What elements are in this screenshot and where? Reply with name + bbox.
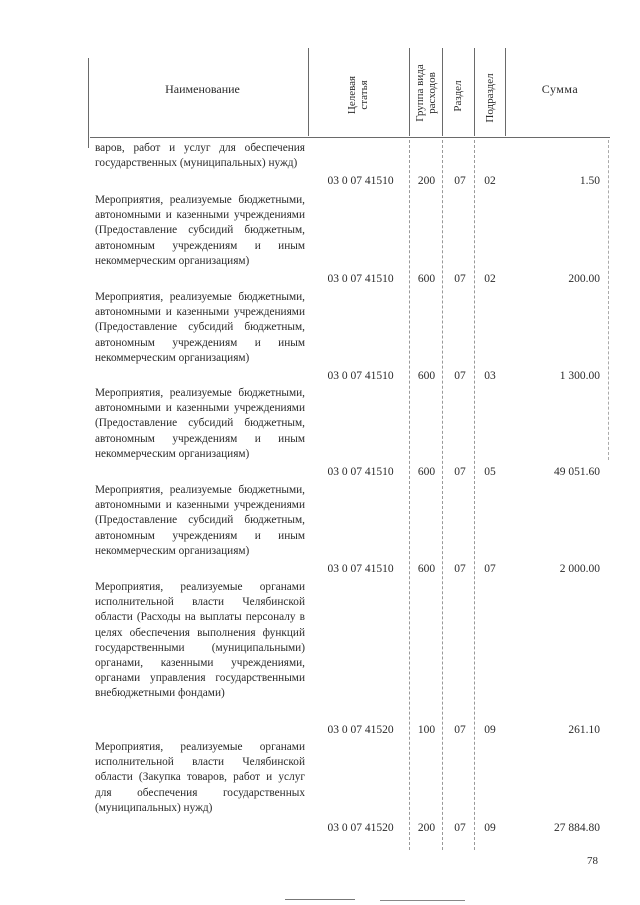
page-number: 78 [587,855,598,867]
table-row-code: 03 0 07 41520 [327,724,394,736]
table-row-section: 07 [454,466,466,478]
header-name: Наименование [165,82,240,96]
column-separator [442,140,443,850]
table-row-subsection: 02 [484,175,496,187]
table-row-subsection: 02 [484,273,496,285]
table-row-code: 03 0 07 41510 [327,563,394,575]
header-divider [409,48,410,136]
table-row-group: 600 [417,273,436,285]
column-separator [409,140,410,850]
header-target-line: Целевая [346,75,358,115]
table-row-section: 07 [454,724,466,736]
table-row-section: 07 [454,273,466,285]
table-row-amount: 2 000.00 [559,563,600,575]
table-row-description: Мероприятия, реализуемые бюджетными, автономными и казенными учреждениями (Предоставление субсидий бюджетным, автономным учреждениям и иным некоммерческим организациям) [95,291,305,364]
table-row-group: 200 [417,175,436,187]
table-row-subsection: 09 [484,724,496,736]
table-row-group: 600 [417,370,436,382]
header-divider [442,48,443,136]
column-separator [608,140,609,460]
table-row-section: 07 [454,822,466,834]
table-row-code: 03 0 07 41510 [327,370,394,382]
table-row-subsection: 07 [484,563,496,575]
table-row-description: варов, работ и услуг для обеспечения государственных (муниципальных) нужд) [95,142,305,170]
table-row-subsection: 05 [484,466,496,478]
table-row-group: 600 [417,563,436,575]
header-divider [505,48,506,136]
header-group-line: Группа вида [414,64,426,122]
header-sum: Сумма [541,82,579,96]
table-row-code: 03 0 07 41510 [327,175,394,187]
table-row-section: 07 [454,370,466,382]
table-row-amount: 27 884.80 [554,822,600,834]
footer-rule [285,899,355,900]
header-section: Раздел [452,80,464,112]
table-row-description: Мероприятия, реализуемые органами исполнительной власти Челябинской области (Закупка товаров, работ и услуг для обеспечения государственных (муниципальных) нужд) [95,741,305,814]
table-row-description: Мероприятия, реализуемые бюджетными, автономными и казенными учреждениями (Предоставление субсидий бюджетным, автономным учреждениям и иным некоммерческим организациям) [95,194,305,267]
table-row-subsection: 03 [484,370,496,382]
header-target-article [346,76,370,114]
table-row-amount: 200.00 [568,273,600,285]
table-row-subsection: 09 [484,822,496,834]
header-target-line: статья [358,80,370,110]
table-row-amount: 1 300.00 [559,370,600,382]
table-row-description: Мероприятия, реализуемые бюджетными, автономными и казенными учреждениями (Предоставление субсидий бюджетным, автономным учреждениям и иным некоммерческим организациям) [95,484,305,557]
header-expense-group [414,64,438,122]
table-border-left [88,58,89,148]
table-row-description: Мероприятия, реализуемые бюджетными, автономными и казенными учреждениями (Предоставление субсидий бюджетным, автономным учреждениям и иным некоммерческим организациям) [95,387,305,460]
table-row-group: 600 [417,466,436,478]
footer-rule [380,900,465,901]
table-row-amount: 261.10 [568,724,600,736]
table-row-section: 07 [454,563,466,575]
table-row-group: 200 [417,822,436,834]
table-row-amount: 1.50 [579,175,600,187]
header-subsection: Подраздел [484,73,496,123]
table-row-description: Мероприятия, реализуемые органами исполнительной власти Челябинской области (Расходы на выплаты персоналу в целях обеспечения выполнения функций государственными (муниципальными) органами, казенными учреждениями, органами управления государственными внебюджетными фондами) [95,581,305,700]
table-row-code: 03 0 07 41520 [327,822,394,834]
table-row-code: 03 0 07 41510 [327,466,394,478]
table-row-group: 100 [417,724,436,736]
table-row-section: 07 [454,175,466,187]
table-row-amount: 49 051.60 [554,466,600,478]
header-divider [474,48,475,136]
header-bottom-rule [90,137,610,138]
table-row-code: 03 0 07 41510 [327,273,394,285]
column-separator [474,140,475,850]
header-group-line: расходов [426,72,438,114]
